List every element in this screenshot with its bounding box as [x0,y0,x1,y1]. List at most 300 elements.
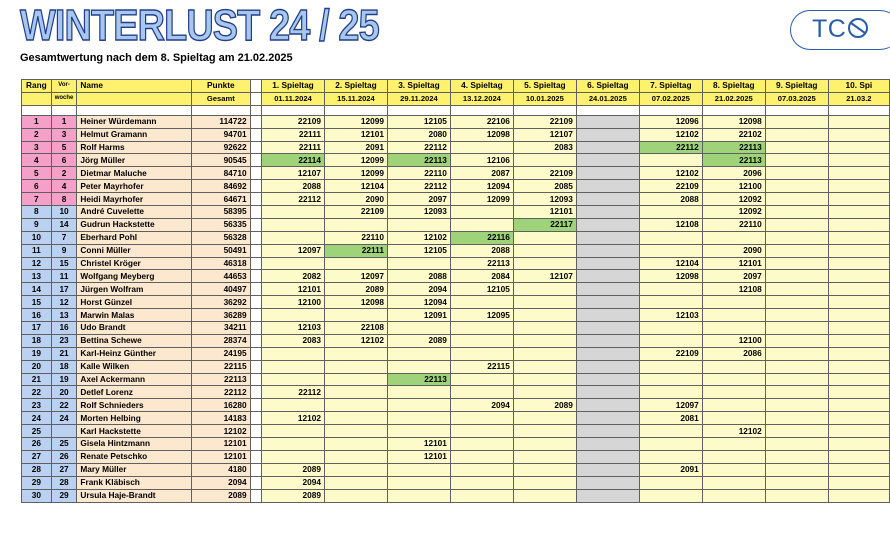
matchday-score-cell [262,373,325,386]
matchday-score-cell [765,476,828,489]
column-header-spieltag: 8. Spieltag [702,80,765,93]
matchday-score-cell: 22113 [387,373,450,386]
matchday-score-cell: 2097 [702,270,765,283]
table-row [22,463,890,476]
matchday-score-cell [262,309,325,322]
matchday-score-cell [765,218,828,231]
matchday-score-cell: 22111 [262,128,325,141]
rank-cell: 10 [22,231,52,244]
matchday-score-cell [450,373,513,386]
total-points-cell: 22112 [191,386,250,399]
player-name-cell: Gisela Hintzmann [77,438,192,451]
matchday-score-cell [450,463,513,476]
player-name-cell: Axel Ackermann [77,373,192,386]
matchday-score-cell [765,334,828,347]
matchday-score-cell [262,218,325,231]
table-row [22,257,890,270]
matchday-score-cell: 22111 [324,244,387,257]
matchday-score-cell [828,115,889,128]
table-row [22,373,890,386]
matchday-score-cell [639,373,702,386]
matchday-score-cell: 12108 [702,283,765,296]
matchday-score-cell [828,257,889,270]
player-name-cell: Christel Kröger [77,257,192,270]
matchday-score-cell [450,425,513,438]
matchday-score-cell [576,386,639,399]
matchday-score-cell [639,322,702,335]
column-header-date: 29.11.2024 [387,92,450,105]
column-gap [250,412,261,425]
column-gap [250,347,261,360]
matchday-score-cell: 12102 [324,334,387,347]
column-header-date: 07.02.2025 [639,92,702,105]
matchday-score-cell: 12101 [702,257,765,270]
matchday-score-cell: 2094 [262,476,325,489]
table-row [22,128,890,141]
matchday-score-cell [576,270,639,283]
matchday-score-cell [765,463,828,476]
matchday-score-cell: 22112 [387,141,450,154]
player-name-cell: André Cuvelette [77,206,192,219]
matchday-score-cell: 22109 [639,347,702,360]
matchday-score-cell [576,296,639,309]
player-name-cell: Kalle Wilken [77,360,192,373]
matchday-score-cell [387,399,450,412]
rank-cell: 16 [22,309,52,322]
matchday-score-cell [702,450,765,463]
previous-week-rank-cell: 15 [51,257,77,270]
matchday-score-cell [765,206,828,219]
matchday-score-cell: 2089 [262,463,325,476]
matchday-score-cell [576,244,639,257]
matchday-score-cell: 2094 [387,283,450,296]
previous-week-rank-cell: 6 [51,154,77,167]
previous-week-rank-cell: 24 [51,412,77,425]
table-row [22,167,890,180]
matchday-score-cell [765,322,828,335]
matchday-score-cell: 2088 [262,180,325,193]
rank-cell: 11 [22,244,52,257]
matchday-score-cell [513,360,576,373]
rank-cell: 13 [22,270,52,283]
matchday-score-cell [324,438,387,451]
matchday-score-cell [828,334,889,347]
matchday-score-cell: 12095 [450,309,513,322]
matchday-score-cell: 2089 [324,283,387,296]
matchday-score-cell: 12093 [513,193,576,206]
matchday-score-cell [324,412,387,425]
total-points-cell: 44653 [191,270,250,283]
matchday-score-cell: 22114 [262,154,325,167]
total-points-cell: 2089 [191,489,250,502]
column-header-spieltag: 4. Spieltag [450,80,513,93]
tennis-ball-icon [847,17,869,39]
matchday-score-cell [639,283,702,296]
matchday-score-cell [639,489,702,502]
previous-week-rank-cell: 11 [51,270,77,283]
column-gap [250,128,261,141]
matchday-score-cell: 22111 [262,141,325,154]
matchday-score-cell [828,180,889,193]
table-row [22,386,890,399]
matchday-score-cell [387,257,450,270]
rank-cell: 30 [22,489,52,502]
matchday-score-cell: 12102 [262,412,325,425]
table-row [22,399,890,412]
matchday-score-cell: 12099 [324,154,387,167]
matchday-score-cell [765,180,828,193]
previous-week-rank-cell: 21 [51,347,77,360]
matchday-score-cell [324,450,387,463]
total-points-cell: 34211 [191,322,250,335]
matchday-score-cell: 12104 [324,180,387,193]
matchday-score-cell: 12098 [702,115,765,128]
rank-cell: 15 [22,296,52,309]
column-gap [250,309,261,322]
total-points-cell: 56328 [191,231,250,244]
player-name-cell: Udo Brandt [77,322,192,335]
table-row [22,244,890,257]
column-header-name: Name [77,80,192,93]
matchday-score-cell [765,128,828,141]
column-header-spieltag: 10. Spi [828,80,889,93]
matchday-score-cell [576,283,639,296]
column-header-vorwoche: Vor- [51,80,77,93]
matchday-score-cell [576,193,639,206]
column-gap [250,463,261,476]
matchday-score-cell [765,412,828,425]
player-name-cell: Horst Günzel [77,296,192,309]
player-name-cell: Wolfgang Meyberg [77,270,192,283]
total-points-cell: 24195 [191,347,250,360]
matchday-score-cell: 2088 [639,193,702,206]
previous-week-rank-cell [51,425,77,438]
matchday-score-cell: 2083 [262,334,325,347]
column-gap [250,115,261,128]
player-name-cell: Morten Helbing [77,412,192,425]
matchday-score-cell [324,476,387,489]
column-gap [250,322,261,335]
table-row [22,141,890,154]
rank-cell: 20 [22,360,52,373]
matchday-score-cell: 12100 [702,180,765,193]
column-header-date: 21.03.2 [828,92,889,105]
player-name-cell: Dietmar Maluche [77,167,192,180]
column-gap [250,386,261,399]
matchday-score-cell [702,373,765,386]
player-name-cell: Peter Mayrhofer [77,180,192,193]
matchday-score-cell [828,309,889,322]
matchday-score-cell [513,347,576,360]
matchday-score-cell [324,218,387,231]
rank-cell: 23 [22,399,52,412]
matchday-score-cell: 22106 [450,115,513,128]
previous-week-rank-cell: 3 [51,128,77,141]
matchday-score-cell: 12105 [450,283,513,296]
total-points-cell: 84710 [191,167,250,180]
column-header-date: 07.03.2025 [765,92,828,105]
column-header-date: 01.11.2024 [262,92,325,105]
matchday-score-cell [639,244,702,257]
matchday-score-cell: 12105 [387,115,450,128]
previous-week-rank-cell: 14 [51,218,77,231]
player-name-cell: Karl Hackstette [77,425,192,438]
column-header-punkte: Punkte [191,80,250,93]
matchday-score-cell [765,309,828,322]
column-gap [250,218,261,231]
matchday-score-cell: 12093 [387,206,450,219]
matchday-score-cell [828,438,889,451]
column-gap [250,154,261,167]
rank-cell: 26 [22,438,52,451]
matchday-score-cell: 22109 [324,206,387,219]
matchday-score-cell [513,322,576,335]
player-name-cell: Conni Müller [77,244,192,257]
matchday-score-cell: 12101 [387,438,450,451]
previous-week-rank-cell: 12 [51,296,77,309]
matchday-score-cell [828,322,889,335]
matchday-score-cell: 22117 [513,218,576,231]
matchday-score-cell [765,347,828,360]
matchday-score-cell [262,399,325,412]
table-row [22,270,890,283]
matchday-score-cell: 22113 [387,154,450,167]
column-header-date: 15.11.2024 [324,92,387,105]
matchday-score-cell [576,450,639,463]
player-name-cell: Bettina Schewe [77,334,192,347]
column-header-date: 21.02.2025 [702,92,765,105]
matchday-score-cell [387,476,450,489]
matchday-score-cell [513,334,576,347]
column-header-rang-sub [22,92,52,105]
matchday-score-cell [765,450,828,463]
player-name-cell: Mary Müller [77,463,192,476]
matchday-score-cell: 12098 [324,296,387,309]
total-points-cell: 114722 [191,115,250,128]
matchday-score-cell [639,206,702,219]
matchday-score-cell: 12101 [387,450,450,463]
column-gap [250,450,261,463]
matchday-score-cell: 22109 [513,115,576,128]
table-row [22,489,890,502]
matchday-score-cell: 2089 [262,489,325,502]
matchday-score-cell [765,154,828,167]
column-header-spieltag: 3. Spieltag [387,80,450,93]
matchday-score-cell [450,412,513,425]
column-header-spieltag: 9. Spieltag [765,80,828,93]
matchday-score-cell [828,373,889,386]
player-name-cell: Heidi Mayrhofer [77,193,192,206]
matchday-score-cell: 2088 [450,244,513,257]
matchday-score-cell: 22109 [639,180,702,193]
matchday-score-cell: 2082 [262,270,325,283]
column-gap [250,283,261,296]
previous-week-rank-cell: 20 [51,386,77,399]
matchday-score-cell: 12097 [639,399,702,412]
matchday-score-cell [450,206,513,219]
column-gap [250,244,261,257]
matchday-score-cell [639,438,702,451]
matchday-score-cell [576,218,639,231]
matchday-score-cell [765,489,828,502]
total-points-cell: 22113 [191,373,250,386]
column-gap [250,206,261,219]
rank-cell: 2 [22,128,52,141]
matchday-score-cell [765,425,828,438]
total-points-cell: 16280 [191,399,250,412]
previous-week-rank-cell: 17 [51,283,77,296]
column-header-spieltag: 1. Spieltag [262,80,325,93]
matchday-score-cell [828,154,889,167]
total-points-cell: 4180 [191,463,250,476]
matchday-score-cell [324,309,387,322]
matchday-score-cell: 12094 [450,180,513,193]
matchday-score-cell [450,450,513,463]
matchday-score-cell [639,154,702,167]
rank-cell: 28 [22,463,52,476]
matchday-score-cell [702,476,765,489]
matchday-score-cell: 2084 [450,270,513,283]
matchday-score-cell: 2096 [702,167,765,180]
matchday-score-cell [639,296,702,309]
matchday-score-cell: 12103 [639,309,702,322]
matchday-score-cell [828,412,889,425]
matchday-score-cell [262,347,325,360]
matchday-score-cell: 12106 [450,154,513,167]
matchday-score-cell [765,386,828,399]
matchday-score-cell [576,463,639,476]
matchday-score-cell [576,322,639,335]
matchday-score-cell [450,334,513,347]
matchday-score-cell: 2097 [387,193,450,206]
rank-cell: 6 [22,180,52,193]
matchday-score-cell [262,438,325,451]
rank-cell: 25 [22,425,52,438]
matchday-score-cell [576,476,639,489]
matchday-score-cell: 12101 [324,128,387,141]
matchday-score-cell [387,463,450,476]
matchday-score-cell [450,489,513,502]
matchday-score-cell [765,257,828,270]
column-gap [250,425,261,438]
rank-cell: 14 [22,283,52,296]
total-points-cell: 92622 [191,141,250,154]
matchday-score-cell [702,412,765,425]
matchday-score-cell: 12105 [387,244,450,257]
matchday-score-cell [576,309,639,322]
matchday-score-cell: 12107 [262,167,325,180]
matchday-score-cell [765,296,828,309]
matchday-score-cell [828,128,889,141]
matchday-score-cell: 12099 [324,167,387,180]
matchday-score-cell [387,322,450,335]
matchday-score-cell: 12103 [262,322,325,335]
matchday-score-cell: 22116 [450,231,513,244]
matchday-score-cell [828,386,889,399]
table-row [22,347,890,360]
column-gap [250,476,261,489]
matchday-score-cell: 2090 [324,193,387,206]
rank-cell: 4 [22,154,52,167]
previous-week-rank-cell: 10 [51,206,77,219]
matchday-score-cell [765,438,828,451]
matchday-score-cell [576,399,639,412]
rank-cell: 24 [22,412,52,425]
matchday-score-cell [513,283,576,296]
column-header-spieltag: 5. Spieltag [513,80,576,93]
matchday-score-cell: 12094 [387,296,450,309]
table-row [22,180,890,193]
matchday-score-cell [576,128,639,141]
player-name-cell: Jürgen Wolfram [77,283,192,296]
column-header-gesamt: Gesamt [191,92,250,105]
table-row [22,193,890,206]
matchday-score-cell [324,373,387,386]
matchday-score-cell [262,206,325,219]
column-header-date: 10.01.2025 [513,92,576,105]
column-gap [250,231,261,244]
matchday-score-cell: 12099 [324,115,387,128]
previous-week-rank-cell: 8 [51,193,77,206]
matchday-score-cell [828,450,889,463]
matchday-score-cell [828,218,889,231]
matchday-score-cell [513,231,576,244]
table-row [22,218,890,231]
matchday-score-cell [639,450,702,463]
table-row [22,412,890,425]
matchday-score-cell: 22112 [387,180,450,193]
matchday-score-cell: 12108 [639,218,702,231]
previous-week-rank-cell: 7 [51,231,77,244]
total-points-cell: 90545 [191,154,250,167]
table-row [22,115,890,128]
matchday-score-cell [639,231,702,244]
player-name-cell: Ursula Haje-Brandt [77,489,192,502]
player-name-cell: Detlef Lorenz [77,386,192,399]
standings-subtitle: Gesamtwertung nach dem 8. Spieltag am 21.02.2025 [20,52,293,64]
column-gap [250,193,261,206]
matchday-score-cell [828,231,889,244]
total-points-cell: 50491 [191,244,250,257]
matchday-score-cell [828,425,889,438]
matchday-score-cell [702,489,765,502]
matchday-score-cell: 12098 [450,128,513,141]
previous-week-rank-cell: 25 [51,438,77,451]
rank-cell: 9 [22,218,52,231]
matchday-score-cell [576,425,639,438]
matchday-score-cell [513,373,576,386]
matchday-score-cell: 2089 [387,334,450,347]
column-header-date: 13.12.2024 [450,92,513,105]
previous-week-rank-cell: 5 [51,141,77,154]
matchday-score-cell [702,231,765,244]
matchday-score-cell: 2085 [513,180,576,193]
matchday-score-cell: 2089 [513,399,576,412]
previous-week-rank-cell: 13 [51,309,77,322]
matchday-score-cell [702,386,765,399]
matchday-score-cell [702,438,765,451]
matchday-score-cell [576,373,639,386]
matchday-score-cell [576,167,639,180]
matchday-score-cell [513,412,576,425]
matchday-score-cell [576,438,639,451]
matchday-score-cell: 12102 [639,167,702,180]
matchday-score-cell: 12096 [639,115,702,128]
matchday-score-cell [576,347,639,360]
column-gap [250,296,261,309]
matchday-score-cell [513,450,576,463]
total-points-cell: 14183 [191,412,250,425]
